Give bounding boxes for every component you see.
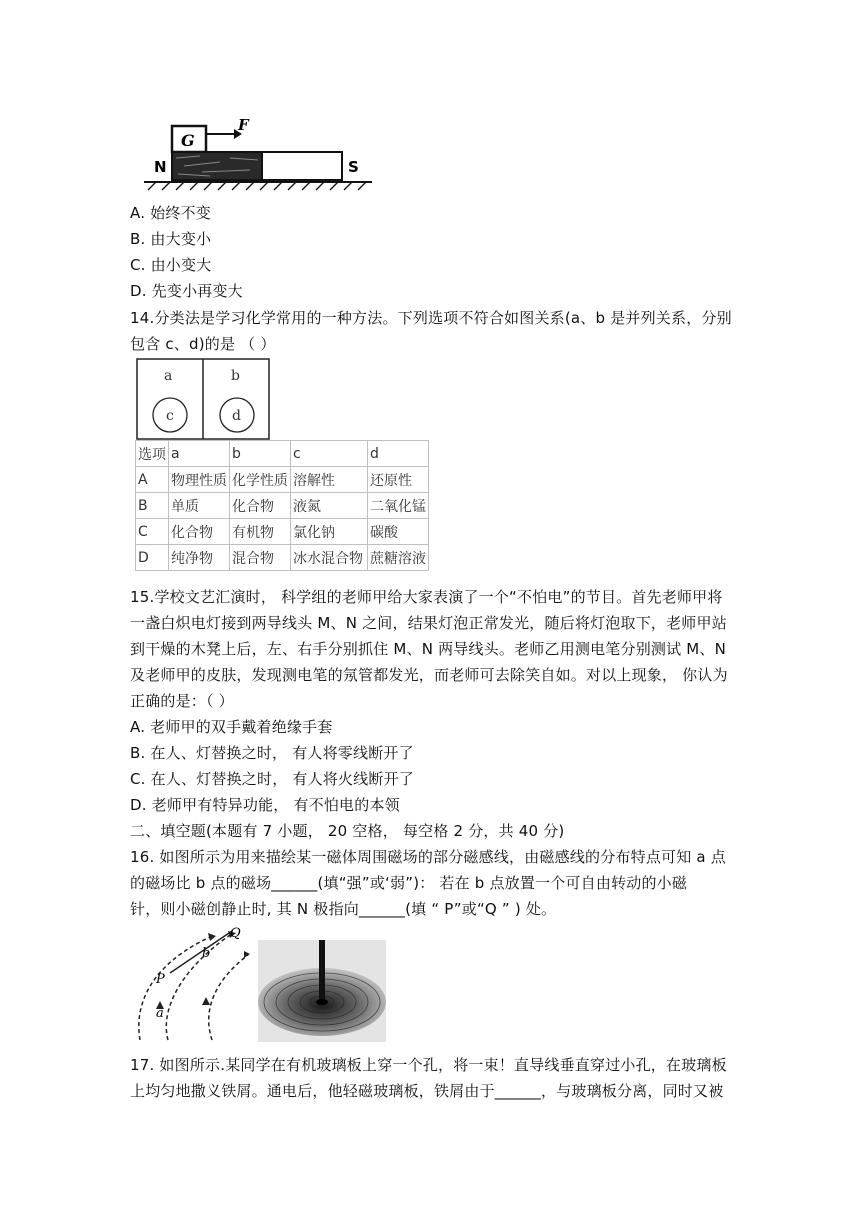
table-header-cell: 选项 [136, 441, 169, 467]
q15-option-b: B. 在人、灯替换之时， 有人将零线断开了 [130, 744, 414, 762]
iron-filings-photo [258, 940, 386, 1042]
table-cell: 有机物 [230, 519, 291, 545]
q14-options-table [135, 440, 429, 571]
q17-stem-line1: 17. 如图所示.某同学在有机玻璃板上穿一个孔，将一束！直导线垂直穿过小孔，在玻璃板 [130, 1056, 727, 1074]
label-P: P [156, 972, 165, 987]
table-row [136, 545, 429, 571]
q14-stem-line2: 包含 c、d)的是 （ ） [130, 335, 276, 353]
table-cell: 纯净物 [169, 545, 230, 571]
q15-stem-line2: 一盏白炽电灯接到两导线头 M、N 之间，结果灯泡正常发光，随后将灯泡取下，老师甲站 [130, 614, 727, 632]
table-cell: 冰水混合物 [291, 545, 368, 571]
table-cell: 液氮 [291, 493, 368, 519]
label-S: S [348, 158, 359, 176]
table-header-cell: d [368, 441, 429, 467]
table-cell: 化合物 [169, 519, 230, 545]
table-cell: 单质 [169, 493, 230, 519]
table-row [136, 519, 429, 545]
q16-stem-line1: 16. 如图所示为用来描绘某一磁体周围磁场的部分磁感线，由磁感线的分布特点可知 a 点 [130, 848, 726, 866]
section-heading-fill-blank: 二、填空题(本题有 7 小题， 20 空格， 每空格 2 分，共 40 分) [130, 822, 565, 840]
table-cell: 混合物 [230, 545, 291, 571]
table-cell: 氯化钠 [291, 519, 368, 545]
table-cell: C [136, 519, 169, 545]
diagram-label-c: c [166, 408, 174, 424]
table-cell: B [136, 493, 169, 519]
label-a: a [156, 1006, 164, 1021]
label-G: G [181, 131, 195, 150]
table-cell: 碳酸 [368, 519, 429, 545]
magnetic-field-lines-figure [130, 925, 250, 1043]
q13-option-c: C. 由小变大 [130, 256, 212, 274]
table-cell: A [136, 467, 169, 493]
q16-stem-line2: 的磁场比 b 点的磁场______(填“强”或‘弱”)： 若在 b 点放置一个可自由转动的小磁 [130, 874, 688, 892]
q15-stem-line1: 15.学校文艺汇演时， 科学组的老师甲给大家表演了一个“不怕电”的节目。首先老师甲将 [130, 588, 723, 606]
table-cell: 二氧化锰 [368, 493, 429, 519]
q15-option-a: A. 老师甲的双手戴着绝缘手套 [130, 718, 333, 736]
table-row [136, 467, 429, 493]
table-header-cell: c [291, 441, 368, 467]
label-F: F [238, 116, 249, 134]
table-header-cell: a [169, 441, 230, 467]
q15-stem-line5: 正确的是：（ ） [130, 692, 234, 710]
table-cell: 蔗糖溶液 [368, 545, 429, 571]
q15-option-c: C. 在人、灯替换之时， 有人将火线断开了 [130, 770, 414, 788]
q14-stem-line1: 14.分类法是学习化学常用的一种方法。下列选项不符合如图关系(a、b 是并列关系，分别 [130, 309, 732, 327]
table-row [136, 493, 429, 519]
table-cell: 物理性质 [169, 467, 230, 493]
table-cell: 还原性 [368, 467, 429, 493]
q13-option-a: A. 始终不变 [130, 204, 211, 222]
label-b: b [202, 946, 211, 961]
table-cell: 化学性质 [230, 467, 291, 493]
diagram-label-d: d [232, 408, 241, 424]
q16-stem-line3: 针，则小磁创静止时, 其 N 极指向______(填 “ P”或“Q ” ) 处。 [130, 900, 557, 918]
label-N: N [154, 158, 167, 176]
table-cell: 溶解性 [291, 467, 368, 493]
q17-stem-line2: 上均匀地撒义铁屑。通电后，他轻磁玻璃板，铁屑由于______，与玻璃板分离，同时又被 [130, 1082, 724, 1100]
magnet-block-figure [140, 112, 380, 194]
table-cell: 化合物 [230, 493, 291, 519]
table-header-row [136, 441, 429, 467]
q15-stem-line3: 到干燥的木凳上后，左、右手分别抓住 M、N 两导线头。老师乙用测电笔分别测试 M、N [130, 640, 727, 658]
diagram-label-b: b [231, 368, 240, 384]
diagram-label-a: a [164, 368, 173, 384]
q15-option-d: D. 老师甲有特异功能， 有不怕电的本领 [130, 796, 400, 814]
q15-stem-line4: 及老师甲的皮肤，发现测电笔的氖管都发光，而老师可去除笑自如。对以上现象， 你认为 [130, 666, 728, 684]
q13-option-b: B. 由大变小 [130, 230, 212, 248]
table-cell: D [136, 545, 169, 571]
relation-diagram [136, 358, 270, 440]
label-Q: Q [230, 926, 241, 941]
q13-option-d: D. 先变小再变大 [130, 282, 243, 300]
table-header-cell: b [230, 441, 291, 467]
